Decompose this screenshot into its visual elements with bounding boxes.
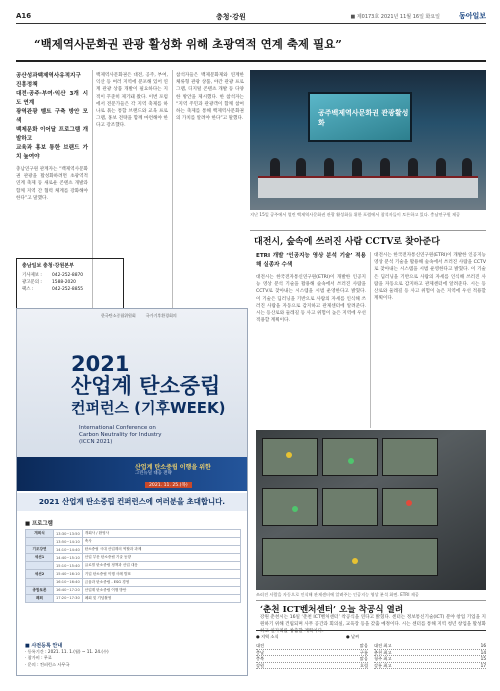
detection-marker — [348, 458, 354, 464]
table-row: 종합토론 16:40~17:20 산업계 탄소중립 이행 방안 — [26, 586, 241, 594]
detection-marker — [352, 558, 358, 564]
lead-line: 대전·공주·부여·익산 3개 시도 연계 — [16, 91, 88, 106]
table-row: 개회식 13:30~13:50 개회사 / 환영사 — [26, 530, 241, 538]
article1-column3: 참석자들은 백제문화제와 연계한 체류형 관광 상품, 야간 관광 프로그램, 디지털 콘텐츠 개발 등 다양한 방안을 제시했다. 한 참석자는 “지역 주민과 관광객이 함께 참여하는 축제를 통해 백제역사문화권의 가치를 알려야 한다”고 말했다. — [176, 73, 244, 122]
contact-row: 기사제보 : 042-252-8870 — [22, 273, 84, 278]
info-row: 대전 최고 16 — [374, 643, 486, 648]
detection-marker — [286, 452, 292, 458]
banner-title: 산업계 탄소중립 이행을 위한 — [135, 464, 211, 471]
section-title: 충청·강원 — [216, 13, 246, 21]
lead-line: 교육과 홍보 통한 브랜드 가치 높여야 — [16, 145, 88, 160]
program-table — [25, 529, 241, 603]
main-headline: “백제역사문화권 관광 활성화 위해 초광역적 연계 축제 필요” — [34, 37, 342, 51]
info-box-header — [256, 631, 486, 643]
page-number: A16 — [16, 12, 32, 20]
info-box-title: ● 지역 소식 — [256, 634, 279, 639]
article-divider — [250, 230, 486, 231]
cctv-tile — [382, 438, 438, 476]
article1-column2: 백제역사문화권은 대전, 공주, 부여, 익산 등 여러 지역에 분포해 있어 연계 관광 상품 개발이 필요하다는 지적이 꾸준히 제기돼 왔다. 이번 포럼에서 전문가들은 각 지역 축제를 하나로 묶는 통합 브랜드와 교육 프로그램, 홍보 전략을 함께 마련해야 한다고 강조했다. — [96, 73, 168, 129]
ad-banner — [17, 457, 247, 491]
info-box-rows — [256, 643, 486, 669]
contact-title: 충남일보 충청·강원본부 — [22, 263, 74, 269]
lead-line: 공산성과백제역사유적지구 진흥정책 — [16, 73, 81, 88]
ad-hero — [17, 309, 247, 461]
organizer-logo: 한국탄소중립위원회 — [101, 313, 136, 318]
cctv-tile — [382, 488, 438, 526]
contact-row: 광고문의 : 1588-2020 — [22, 280, 76, 285]
ad-invitation: 2021 산업계 탄소중립 컨퍼런스에 여러분을 초대합니다. — [17, 493, 247, 511]
article2-lead: ETRI 개발 ‘인공지능 영상 분석 기술’ 적용해 실종자 수색 — [256, 253, 366, 268]
registration-info: ■ 사전등록 안내 · 등록기간 : 2021. 11. 1.(월) ~ 11. 24.(수) · 참가비 : 무료 · 문의 : 컨퍼런스 사무국 — [25, 643, 109, 667]
article3-text: 강원 춘천시는 16일 ‘춘천 ICT벤처센터’ 착공식을 연다고 밝혔다. 센터는 정보통신기술(ICT) 분야 창업 기업을 지원하기 위해 건립되며 사무 공간과 회의실, 교육장 등을 갖출 예정이다. 시는 센터를 통해 지역 청년 창업을 활성화하고 일자리를 창출할 계획이다. — [260, 615, 486, 635]
info-box-title: ● 날씨 — [346, 634, 360, 639]
table-row: 세션1 14:40~15:10 산업 부문 탄소중립 기술 동향 — [26, 554, 241, 562]
cctv-tile — [262, 488, 318, 526]
info-box-column — [256, 643, 368, 669]
conference-advertisement — [16, 308, 248, 676]
contact-box — [16, 258, 124, 310]
photo1-caption: 지난 15일 공주에서 열린 백제역사문화권 관광 활성화를 위한 포럼에서 참석자들이 토론하고 있다. 충남연구원 제공 — [250, 212, 461, 217]
article3-title: ‘춘천 ICT벤처센터’ 오늘 착공식 열려 — [260, 605, 404, 615]
info-row: 충북 맑음 — [256, 656, 368, 662]
banner-date: 2021. 11. 25.(목) — [145, 482, 192, 488]
headline-rule — [16, 60, 486, 62]
stage-screen: 공주백제역사문화권 관광활성화 — [308, 92, 412, 142]
article-divider — [256, 600, 486, 601]
photo2-caption: 쓰러진 사람을 자동으로 인식해 관제센터에 알려주는 인공지능 영상 분석 화면. ETRI 제공 — [256, 592, 419, 597]
cctv-tile — [322, 488, 378, 526]
article1-column1 — [16, 72, 88, 252]
cctv-tile — [322, 438, 378, 476]
banner-subtitle: 그린뉴딜 대응 전략 — [135, 471, 172, 476]
article2-column2: 대전시는 한국전자통신연구원(ETRI)이 개발한 인공지능 영상 분석 기술을 활용해 숲속에서 쓰러진 사람을 CCTV로 찾아내는 시스템을 시범 운영한다고 밝혔다. 이 기술은 딥러닝을 기반으로 사람의 자세를 인식해 쓰러진 사람을 자동으로 감지하고 관제센터에 알려준다. 시는 등산로와 둘레길 등 사고 위험이 높은 지역에 우선 적용할 계획이다. — [374, 253, 486, 302]
lead-line: 광역관광 벨트 구축 방안 모색 — [16, 109, 88, 124]
detection-marker — [406, 500, 412, 506]
detection-marker — [292, 506, 298, 512]
article1-lead — [16, 72, 88, 162]
info-row: 춘천 최고 14 — [374, 649, 486, 655]
forum-photo — [250, 70, 486, 210]
article1-text: 충남연구원 관계자는 “백제역사문화권 관광을 활성화하려면 초광역적 연계 축제 등 새로운 콘텐츠 개발과 함께 지역 간 협력 체계를 강화해야 한다”고 말했다. — [16, 167, 88, 201]
info-row: 강원 흐림 — [256, 662, 368, 668]
cctv-tile — [262, 538, 438, 576]
cctv-photo — [256, 430, 486, 590]
program-label: ■ 프로그램 — [25, 521, 53, 527]
newspaper-logo: 동아일보 — [458, 11, 486, 20]
info-row: 강릉 최고 17 — [374, 662, 486, 668]
table-row: 15:10~15:40 글로벌 탄소중립 정책과 산업 대응 — [26, 562, 241, 570]
info-box-column — [374, 643, 486, 669]
table-row: 16:10~16:40 금융과 탄소중립 - ESG 경영 — [26, 578, 241, 586]
stage-table — [258, 176, 478, 198]
table-row: 폐회 17:20~17:30 폐회 및 기념촬영 — [26, 594, 241, 602]
article2-text: 대전시는 한국전자통신연구원(ETRI)이 개발한 인공지능 영상 분석 기술을 활용해 숲속에서 쓰러진 사람을 CCTV로 찾아내는 시스템을 시범 운영한다고 밝혔다. 이 기술은 딥러닝을 기반으로 사람의 자세를 인식해 쓰러진 사람을 자동으로 감지하고 관제센터에 알려준다. 시는 등산로와 둘레길 등 사고 위험이 높은 지역에 우선 적용할 계획이다. — [256, 275, 366, 324]
info-box — [256, 630, 486, 678]
article2-title: 대전시, 숲속에 쓰러진 사람 CCTV로 찾아준다 — [254, 237, 440, 247]
article2-column1 — [256, 252, 366, 428]
info-row: 충남 구름 — [256, 649, 368, 655]
organizer-logo: 국가기후환경회의 — [145, 313, 177, 318]
info-row: 대전 맑음 — [256, 643, 368, 648]
column-divider — [172, 70, 173, 310]
lead-line: 백제문화 이어달 프로그램 개발하고 — [16, 127, 88, 142]
contact-row: 팩스 : 042-252-8855 — [22, 287, 84, 292]
info-row: 청주 최고 15 — [374, 656, 486, 662]
ad-english-title: International Conference on Carbon Neutrality for Industry (ICCN 2021) — [79, 425, 162, 445]
ad-title: 2021 산업계 탄소중립 컨퍼런스 (기후WEEK) — [71, 352, 226, 417]
column-divider — [370, 252, 371, 428]
page-header — [16, 10, 486, 24]
table-row: 세션2 15:40~16:10 기업 탄소중립 이행 사례 발표 — [26, 570, 241, 578]
issue-info: ■ 제0173호 2021년 11월 16일 화요일 — [350, 14, 440, 20]
table-row: 13:50~14:10 축사 — [26, 538, 241, 546]
table-row: 기조강연 14:10~14:40 탄소중립 시대 산업계의 역할과 과제 — [26, 546, 241, 554]
registration-title: ■ 사전등록 안내 — [25, 643, 63, 649]
ad-logos — [101, 313, 177, 319]
